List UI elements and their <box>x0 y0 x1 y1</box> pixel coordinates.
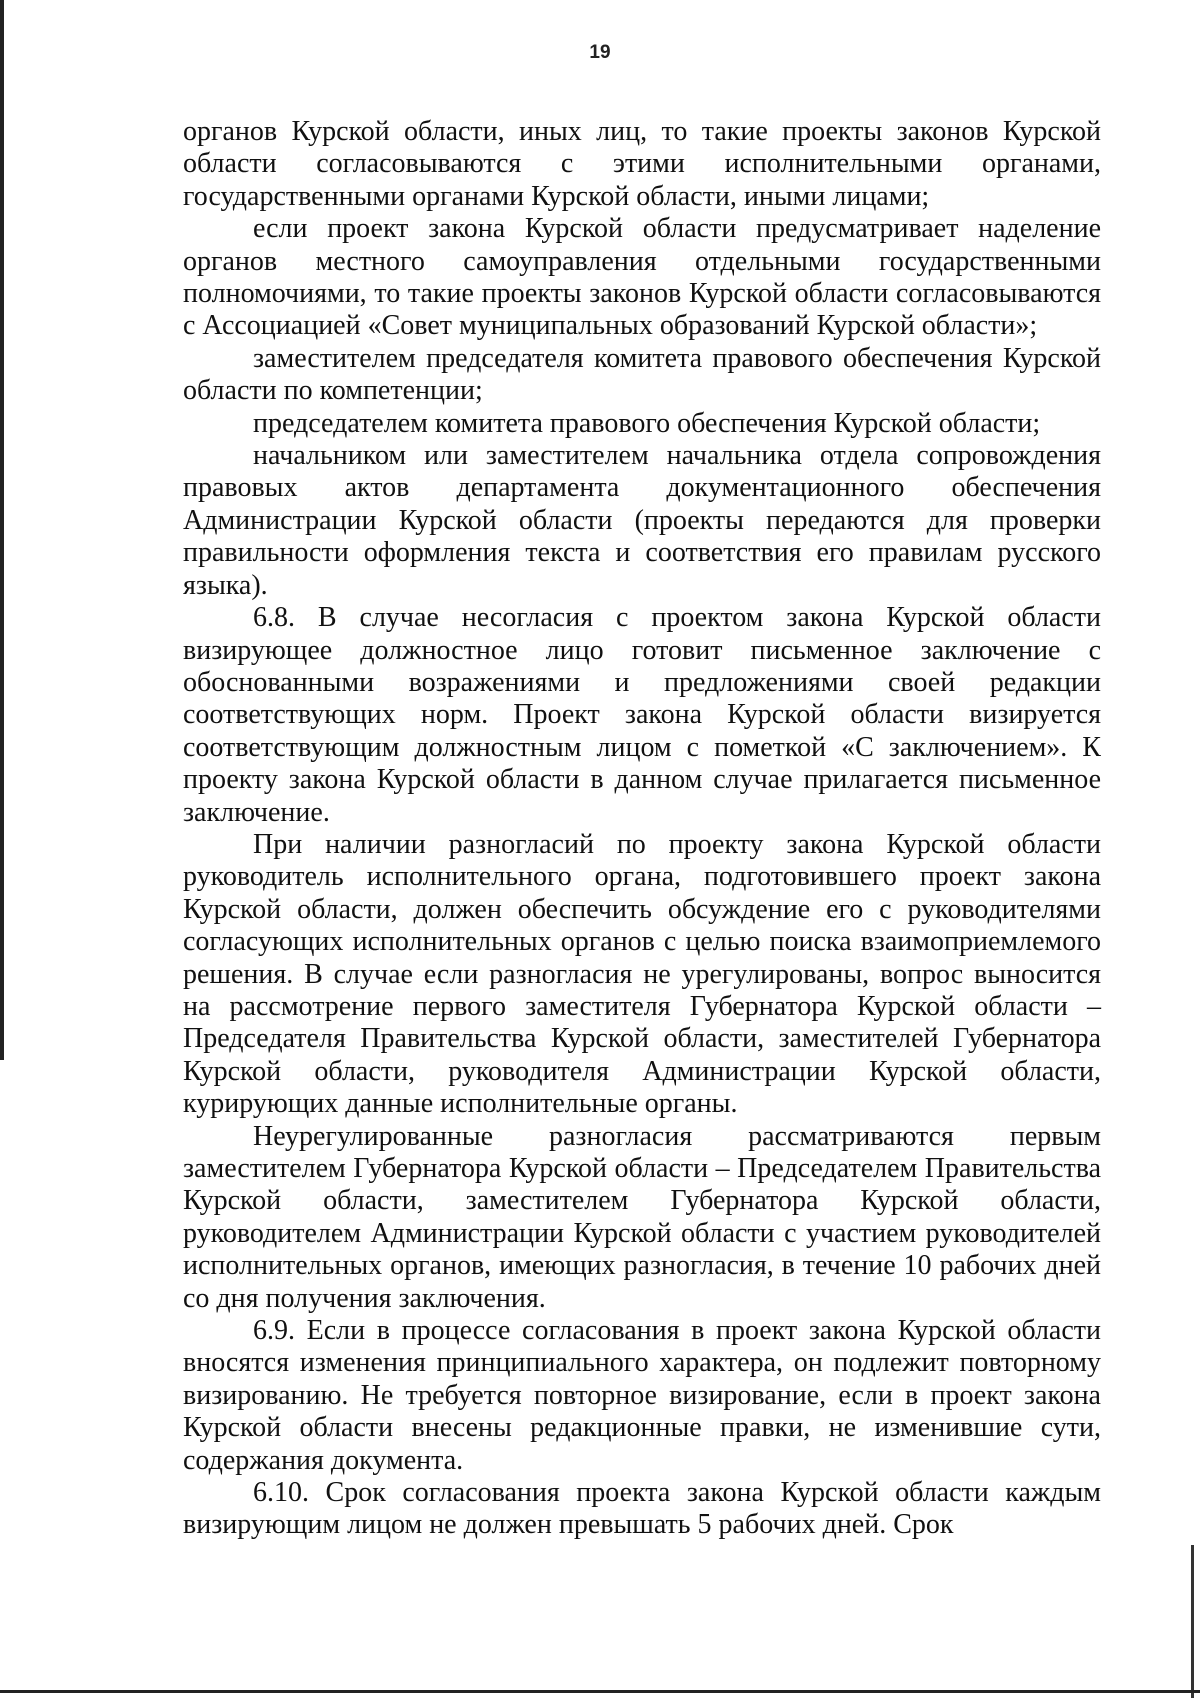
paragraph-disagreements: При наличии разногласий по проекту закона Курской области руководитель исполнительного органа, подготовившего проект закона Курской области, должен обеспечить обсуждение его с руководителями согласующих исполнительных органов с целью поиска взаимоприемлемого решения. В случае если разногласия не урегулированы, вопрос выносится на рассмотрение первого заместителя Губернатора Курской области – Председателя Правительства Курской области, заместителей Губернатора Курской области, руководителя Администрации Курской области, курирующих данные исполнительные органы. <box>183 828 1101 1120</box>
scan-left-border <box>0 0 4 1060</box>
paragraph-chairman: председателем комитета правового обеспечения Курской области; <box>253 407 1041 439</box>
paragraph-unresolved-disagreements: Неурегулированные разногласия рассматриваются первым заместителем Губернатора Курской области – Председателем Правительства Курской области, заместителем Губернатора Курской области, руководителем Администрации Курской области с участием руководителей исполнительных органов, имеющих разногласия, в течение 10 рабочих дней со дня получения заключения. <box>183 1120 1101 1314</box>
paragraph-department-head: начальником или заместителем начальника отдела сопровождения правовых актов департамента документационного обеспечения Администрации Курской области (проекты передаются для проверки правильности оформления текста и соответствия его правилам русского языка). <box>183 440 1101 601</box>
document-body <box>183 116 1101 1542</box>
paragraph-self-government: если проект закона Курской области предусматривает наделение органов местного самоуправления отдельными государственными полномочиями, то такие проекты законов Курской области согласовываются с Ассоциацией «Совет муниципальных образований Курской области»; <box>183 213 1101 342</box>
paragraph-continuation: органов Курской области, иных лиц, то такие проекты законов Курской области согласовываются с этими исполнительными органами, государственными органами Курской области, иными лицами; <box>183 116 1101 212</box>
paragraph-6-10: 6.10. Срок согласования проекта закона Курской области каждым визирующим лицом не должен превышать 5 рабочих дней. Срок <box>183 1477 1101 1541</box>
scan-bottom-border <box>0 1690 1200 1693</box>
paragraph-6-8: 6.8. В случае несогласия с проектом закона Курской области визирующее должностное лицо готовит письменное заключение с обоснованными возражениями и предложениями своей редакции соответствующих норм. Проект закона Курской области визируется соответствующим должностным лицом с пометкой «С заключением». К проекту закона Курской области в данном случае прилагается письменное заключение. <box>183 602 1101 828</box>
paragraph-deputy-chairman: заместителем председателя комитета правового обеспечения Курской области по компетенции; <box>183 342 1101 407</box>
paragraph-6-9: 6.9. Если в процессе согласования в проект закона Курской области вносятся изменения принципиального характера, он подлежит повторному визированию. Не требуется повторное визирование, если в проект закона Курской области внесены редакционные правки, не изменившие сути, содержания документа. <box>183 1315 1101 1476</box>
scan-right-border <box>1191 1545 1194 1698</box>
page-number: 19 <box>589 42 611 63</box>
